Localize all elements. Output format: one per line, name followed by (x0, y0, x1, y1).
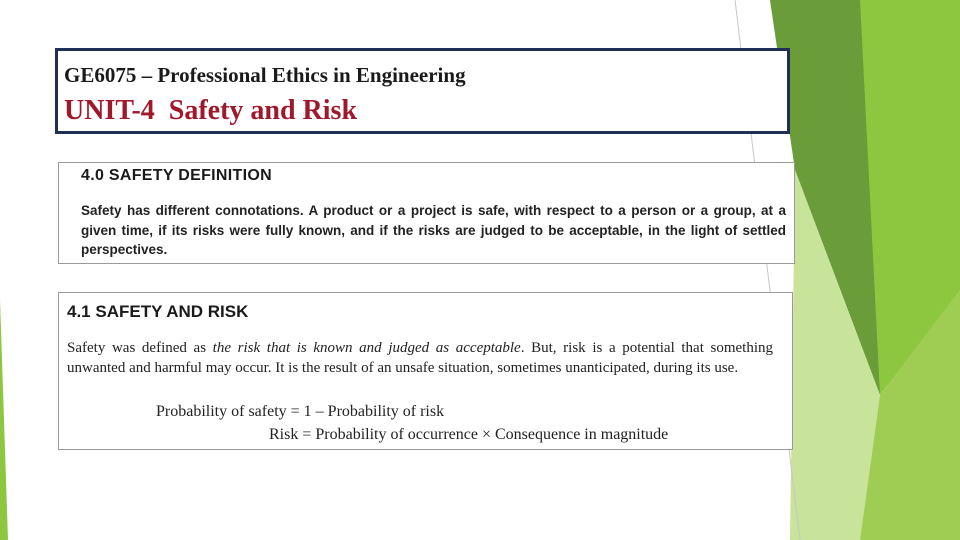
safety-definition-panel (58, 162, 795, 264)
text-part-italic: the risk that is known and judged as acceptable (212, 340, 521, 356)
safety-and-risk-text (67, 338, 773, 378)
text-part-end: . But, risk is a potential that something unwanted and harmful may occur. It is the result of an unsafe situation, sometimes unanticipated, during its use. (67, 340, 774, 376)
course-title: GE6075 – Professional Ethics in Engineering (64, 63, 466, 87)
green-facet-left-edge (0, 300, 8, 540)
safety-definition-text: Safety has different connotations. A product or a project is safe, with respect to a person or a group, at a given time, if its risks were fully known, and if the risks are judged to be acceptable, in the light of settled perspectives. (81, 203, 786, 257)
title-box (55, 48, 790, 134)
section-heading-4-1: 4.1 SAFETY AND RISK (67, 302, 249, 321)
formula-risk: Risk = Probability of occurrence × Consequence in magnitude (269, 426, 669, 443)
text-part-start: Safety was defined as (67, 340, 213, 356)
section-heading-4-0: 4.0 SAFETY DEFINITION (81, 167, 272, 184)
safety-and-risk-panel (58, 292, 793, 450)
formula-probability-of-safety: Probability of safety = 1 – Probability of risk (156, 403, 445, 420)
unit-title: UNIT-4 Safety and Risk (64, 95, 358, 126)
